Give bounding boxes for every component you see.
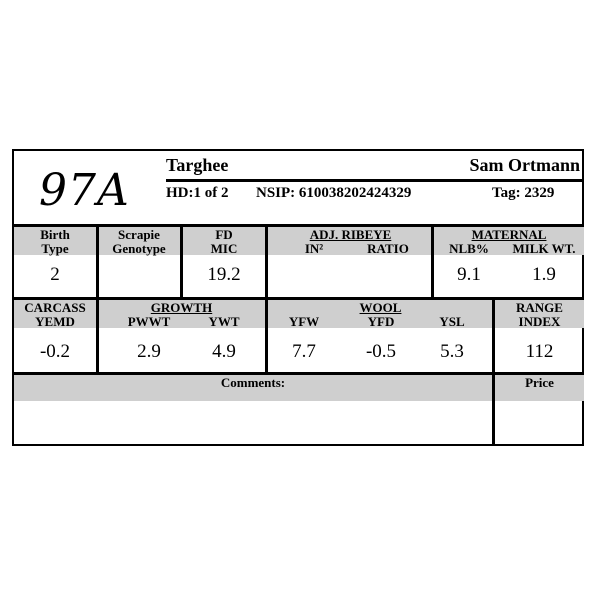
header-rule bbox=[166, 179, 584, 182]
yfw-value: 7.7 bbox=[292, 341, 316, 362]
nsip-number: NSIP: 610038202424329 bbox=[256, 185, 412, 201]
yfd-header: YFD bbox=[367, 314, 395, 329]
pwwt-header: PWWT bbox=[127, 314, 171, 329]
owner-name: Sam Ortmann bbox=[469, 155, 580, 175]
milk-wt-header: MILK WT. bbox=[512, 241, 576, 256]
nlb-header: NLB% bbox=[449, 241, 489, 256]
tag-number: Tag: 2329 bbox=[492, 185, 555, 201]
fd-mic-header: FD MIC bbox=[210, 227, 238, 256]
ratio-header: RATIO bbox=[367, 241, 409, 256]
row3-divider bbox=[492, 375, 495, 446]
birth-type-header: Birth Type bbox=[40, 227, 70, 256]
row1-divider bbox=[431, 227, 434, 297]
milk-wt-value: 1.9 bbox=[532, 264, 556, 285]
scrapie-header: Scrapie Genotype bbox=[112, 227, 166, 256]
range-index-value: 112 bbox=[525, 341, 554, 362]
row2-divider bbox=[265, 300, 268, 372]
yfw-header: YFW bbox=[288, 314, 320, 329]
in2-header: IN² bbox=[304, 241, 324, 256]
nlb-value: 9.1 bbox=[457, 264, 481, 285]
fd-mic-value: 19.2 bbox=[207, 264, 241, 285]
pwwt-value: 2.9 bbox=[137, 341, 161, 362]
comments-header: Comments: bbox=[220, 375, 286, 390]
birth-type-value: 2 bbox=[50, 264, 60, 285]
lot-number: 97A bbox=[39, 165, 130, 216]
wool-header: WOOL bbox=[359, 300, 402, 315]
ywt-header: YWT bbox=[208, 314, 240, 329]
ysl-header: YSL bbox=[439, 314, 465, 329]
row2-divider bbox=[96, 300, 99, 372]
breed-name: Targhee bbox=[166, 155, 229, 175]
row2-divider bbox=[492, 300, 495, 372]
price-header: Price bbox=[525, 375, 554, 390]
ribeye-header: ADJ. RIBEYE bbox=[309, 227, 392, 242]
carcass-header: CARCASS YEMD bbox=[24, 300, 86, 329]
row1-divider bbox=[265, 227, 268, 297]
ysl-value: 5.3 bbox=[440, 341, 464, 362]
yfd-value: -0.5 bbox=[365, 341, 397, 362]
row1-divider bbox=[96, 227, 99, 297]
maternal-header: MATERNAL bbox=[471, 227, 547, 242]
yemd-value: -0.2 bbox=[39, 341, 71, 362]
row1-divider bbox=[180, 227, 183, 297]
hd-count: HD:1 of 2 bbox=[166, 185, 229, 201]
growth-header: GROWTH bbox=[150, 300, 213, 315]
range-index-header: RANGE INDEX bbox=[516, 300, 563, 329]
ywt-value: 4.9 bbox=[212, 341, 236, 362]
sheep-info-card bbox=[12, 149, 584, 446]
